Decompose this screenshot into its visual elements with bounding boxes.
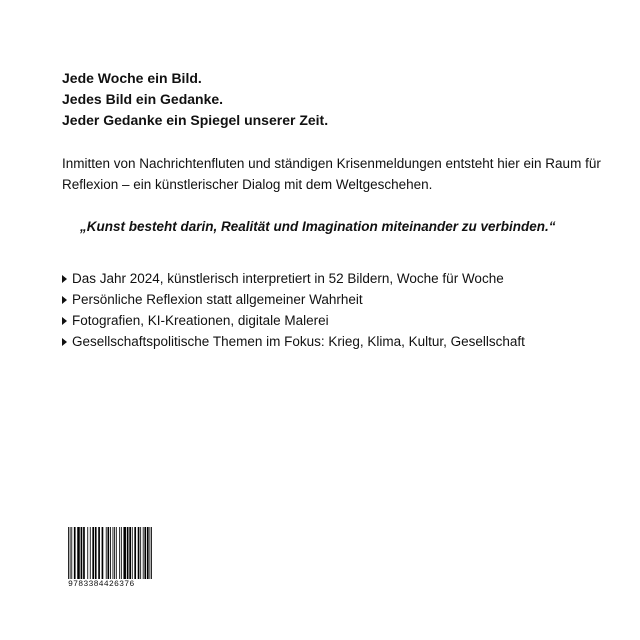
- barcode-bar: [98, 527, 100, 579]
- barcode-bar: [140, 527, 141, 579]
- barcode-bars: [68, 527, 152, 579]
- barcode-number: 9783384426376: [68, 580, 135, 589]
- intro-line-1: Inmitten von Nachrichtenfluten und ständigen Krisenmeldungen entsteht hier ein Raum für: [62, 156, 601, 171]
- barcode-bar: [149, 527, 150, 579]
- barcode-bar: [107, 527, 109, 579]
- barcode-bar: [132, 527, 133, 579]
- bullet-item: [62, 331, 525, 352]
- intro-paragraph: [62, 153, 602, 195]
- barcode-bar: [68, 527, 69, 579]
- barcode-bar: [70, 527, 71, 579]
- bullet-item: [62, 268, 525, 289]
- barcode-bar: [74, 527, 76, 579]
- barcode-bar: [83, 527, 85, 579]
- barcode-bar: [119, 527, 120, 579]
- headline-line-3: Jeder Gedanke ein Spiegel unserer Zeit.: [62, 112, 329, 128]
- barcode-bar: [71, 527, 72, 579]
- barcode-bar: [102, 527, 104, 579]
- barcode-bar: [134, 527, 136, 579]
- barcode-bar: [113, 527, 114, 579]
- bullet-item: [62, 289, 525, 310]
- barcode-bar: [123, 527, 126, 579]
- quote: „Kunst besteht darin, Realität und Imagination miteinander zu verbinden.“: [80, 219, 556, 234]
- intro-line-2: Reflexion – ein künstlerischer Dialog mit dem Weltgeschehen.: [62, 177, 433, 192]
- barcode-bar: [151, 527, 152, 579]
- barcode: [68, 527, 152, 591]
- headline: [62, 68, 328, 131]
- triangle-bullet-icon: [62, 317, 67, 325]
- barcode-bar: [143, 527, 144, 579]
- barcode-bar: [87, 527, 88, 579]
- barcode-bar: [114, 527, 115, 579]
- barcode-bar: [95, 527, 97, 579]
- barcode-bar: [121, 527, 122, 579]
- barcode-bar: [138, 527, 140, 579]
- barcode-bar: [116, 527, 117, 579]
- barcode-bar: [77, 527, 80, 579]
- headline-line-1: Jede Woche ein Bild.: [62, 70, 202, 86]
- triangle-bullet-icon: [62, 275, 67, 283]
- barcode-bar: [106, 527, 107, 579]
- bullet-text: Gesellschaftspolitische Themen im Fokus: Krieg, Klima, Kultur, Gesellschaft: [72, 334, 525, 349]
- triangle-bullet-icon: [62, 338, 67, 346]
- triangle-bullet-icon: [62, 296, 67, 304]
- barcode-bar: [129, 527, 131, 579]
- barcode-bar: [144, 527, 146, 579]
- barcode-bar: [81, 527, 83, 579]
- bullet-list: [62, 268, 525, 352]
- barcode-bar: [110, 527, 111, 579]
- barcode-bar: [147, 527, 149, 579]
- headline-line-2: Jedes Bild ein Gedanke.: [62, 91, 224, 107]
- bullet-text: Das Jahr 2024, künstlerisch interpretiert in 52 Bildern, Woche für Woche: [72, 271, 504, 286]
- bullet-text: Persönliche Reflexion statt allgemeiner Wahrheit: [72, 292, 363, 307]
- barcode-bar: [92, 527, 94, 579]
- barcode-bar: [90, 527, 91, 579]
- bullet-item: [62, 310, 525, 331]
- bullet-text: Fotografien, KI-Kreationen, digitale Malerei: [72, 313, 329, 328]
- barcode-bar: [127, 527, 129, 579]
